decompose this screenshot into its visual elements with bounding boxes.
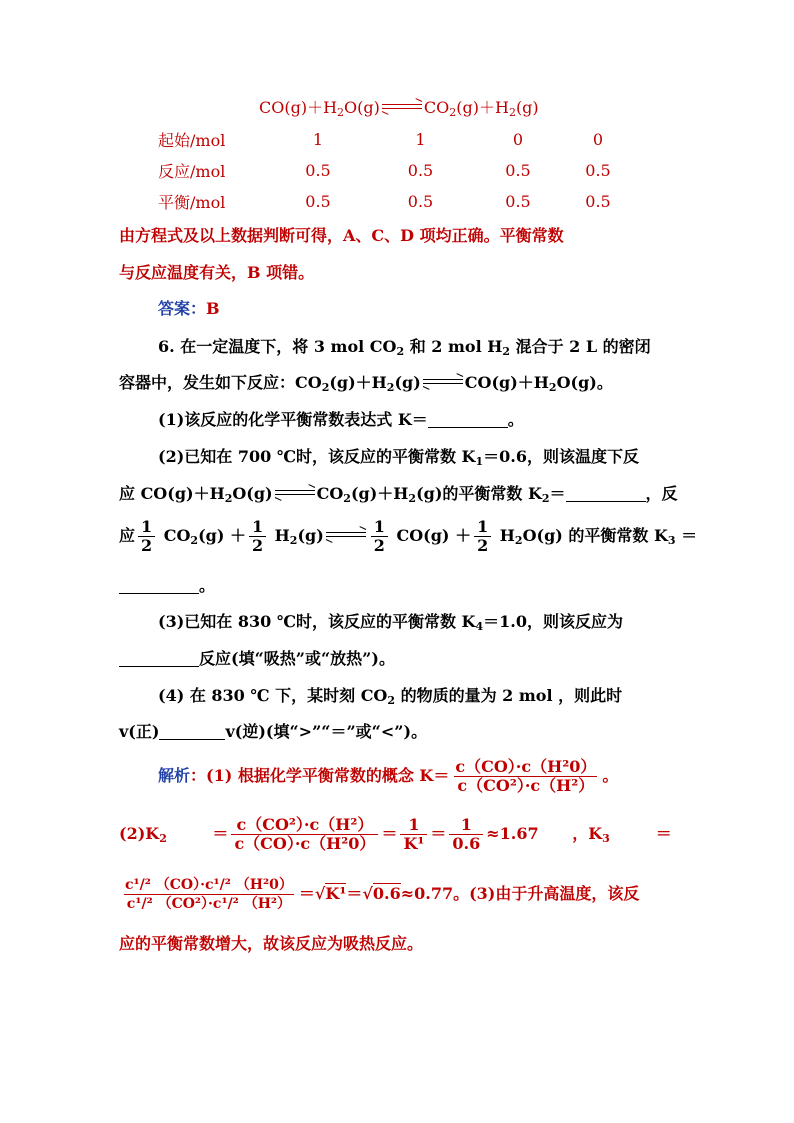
sub: 2: [224, 492, 233, 505]
table-cell: 0.5: [505, 192, 531, 211]
answer-blank[interactable]: [566, 485, 646, 502]
table-row: [158, 186, 638, 217]
q6-text: (g)＋H: [329, 373, 387, 392]
sub: 2: [190, 534, 199, 547]
analysis-prev-line2: 与反应温度有关，B 项错。: [119, 263, 315, 282]
fraction-half: [371, 518, 388, 555]
eq-sub: 2: [449, 106, 457, 119]
q6-part3-line2: [119, 649, 675, 669]
row-label: 平衡/mol: [158, 193, 226, 212]
radicand: K¹: [325, 884, 347, 903]
q6-text: v(逆)(填“>”“＝”或“<”)。: [225, 722, 428, 741]
solution-text: ，K: [572, 824, 603, 843]
equilibrium-arrow-icon: [423, 378, 463, 386]
table-cell: 0.5: [585, 161, 611, 180]
q6-text: 。: [199, 576, 216, 595]
eq-sub: 2: [337, 106, 345, 119]
q6-text: O(g) 的平衡常数 K: [522, 526, 668, 545]
fraction-half: [138, 518, 155, 555]
q6-text: H: [494, 526, 515, 545]
row-label: 反应/mol: [158, 162, 226, 181]
frac-den: c¹/² （CO²）·c¹/² （H²）: [124, 894, 294, 913]
eq-left: CO(g)＋H: [259, 98, 338, 117]
frac-num: 1: [373, 517, 385, 536]
q6-part2-line2: [119, 484, 678, 505]
equilibrium-arrow-icon: [275, 489, 315, 497]
frac-den: K¹: [400, 834, 427, 853]
answer-blank[interactable]: [119, 650, 199, 667]
sqrt-icon: ＝√: [346, 884, 373, 903]
frac-num: c¹/² （CO）·c¹/² （H²0）: [125, 877, 293, 893]
radicand: 0.6: [372, 884, 401, 903]
sub: 2: [548, 381, 557, 394]
frac-den: 2: [249, 536, 266, 555]
sub: 2: [514, 534, 523, 547]
sub: 2: [386, 381, 395, 394]
q6-text: (1)该反应的化学平衡常数表达式 K＝: [158, 410, 428, 429]
sub: 2: [408, 492, 417, 505]
analysis-prev-line1: 由方程式及以上数据判断可得，A、C、D 项均正确。平衡常数: [119, 226, 564, 245]
q6-text: (g): [394, 373, 421, 392]
solution-text: ＝: [381, 824, 398, 843]
q6-text: CO: [158, 526, 191, 545]
q6-text: (g) ＋: [198, 526, 246, 545]
sub: 2: [541, 492, 550, 505]
fraction-half: [474, 518, 491, 555]
sub: 3: [602, 832, 610, 845]
table-cell: 1: [415, 130, 426, 149]
eq-right: CO: [423, 98, 450, 117]
fraction-k2: [231, 816, 378, 853]
ice-table: [158, 124, 638, 217]
solution-text: 。: [602, 766, 619, 785]
q6-text: H: [269, 526, 290, 545]
q6-text: ＝0.6，则该温度下反: [483, 447, 639, 466]
table-cell: 0: [512, 130, 524, 149]
q6-text: 混合于 2 L 的密闭: [510, 337, 651, 356]
eq-sub: 2: [508, 106, 516, 119]
q6-text: ＝: [549, 484, 566, 503]
q6-text: v(正): [119, 722, 160, 741]
sub: 2: [396, 345, 405, 358]
answer-blank[interactable]: [159, 723, 225, 740]
table-row: [158, 155, 638, 186]
table-cell: 1: [312, 130, 324, 149]
frac-den: c（CO）·c（H²0）: [231, 834, 378, 853]
frac-num: 1: [408, 815, 420, 834]
sub: 2: [387, 694, 396, 707]
frac-den: c（CO²）·c（H²）: [454, 776, 597, 795]
table-cell: 0.5: [505, 161, 531, 180]
sub: 2: [343, 492, 351, 505]
solution-text: ＝: [212, 824, 229, 843]
q6-text: 应: [119, 526, 136, 545]
q6-part4-line2: [119, 722, 675, 742]
sub: 2: [321, 381, 330, 394]
q6-text: 在一定温度下，将 3 mol CO: [180, 337, 397, 356]
frac-num: c（CO²）·c（H²）: [236, 815, 374, 834]
sub: 1: [475, 455, 484, 468]
table-cell: 0.5: [585, 192, 611, 211]
table-row: [158, 124, 638, 155]
frac-den: 2: [138, 536, 155, 555]
sub: 3: [667, 534, 676, 547]
table-cell: 0.5: [407, 192, 434, 211]
q6-text: (4) 在 830 ℃ 下，某时刻 CO: [158, 686, 388, 705]
q6-part2-line3: [119, 516, 698, 556]
q6-text: 。: [507, 410, 524, 429]
answer-blank[interactable]: [428, 411, 508, 428]
answer-label: 答案：: [158, 299, 207, 318]
solution-text: ≈0.77。(3)由于升高温度，该反: [400, 884, 640, 903]
equation-line: [259, 98, 539, 118]
solution-line1: [158, 756, 675, 796]
q6-text: ，反: [645, 484, 678, 503]
question-number: 6.: [158, 337, 175, 356]
frac-den: 0.6: [449, 834, 483, 853]
q6-text: ＝1.0，则该反应为: [483, 612, 623, 631]
frac-den: 2: [474, 536, 491, 555]
q6-text: (g)的平衡常数 K: [416, 484, 542, 503]
fraction-k3: [122, 876, 296, 913]
eq-right-end: (g): [515, 98, 539, 117]
sqrt-icon: ＝√: [298, 884, 326, 903]
table-cell: 0: [592, 130, 604, 149]
q6-text: O(g): [232, 484, 273, 503]
q6-text: (g): [297, 526, 324, 545]
q6-text: CO(g)＋H: [464, 373, 549, 392]
q6-part2-line1: [158, 447, 675, 467]
fraction-half: [249, 518, 266, 555]
frac-num: 1: [460, 815, 472, 834]
table-cell: 0.5: [305, 192, 331, 211]
answer-blank[interactable]: [119, 577, 199, 594]
solution-label: 解析: [158, 766, 191, 785]
sub: 2: [502, 345, 511, 358]
fraction-1-over-k1: [400, 816, 427, 853]
solution-text: ＝: [430, 824, 447, 843]
q6-part4-line1: [158, 686, 675, 706]
sub: 4: [475, 620, 484, 633]
q6-text: 应 CO(g)＋H: [119, 484, 225, 503]
q6-text: CO: [316, 484, 344, 503]
frac-num: 1: [141, 517, 153, 536]
q6-text: (g)＋H: [350, 484, 409, 503]
q6-text: O(g)。: [556, 373, 613, 392]
answer-value: B: [206, 299, 220, 318]
eq-left-rest: O(g): [344, 98, 380, 117]
fraction-k-expression: [452, 758, 599, 795]
q6-text: (3)已知在 830 ℃时，该反应的平衡常数 K: [158, 612, 476, 631]
q6-line1: [158, 337, 675, 357]
q6-text: 和 2 mol H: [404, 337, 503, 356]
q6-part3-line1: [158, 612, 675, 632]
solution-line4: 应的平衡常数增大，故该反应为吸热反应。: [119, 934, 424, 953]
answer-line: [158, 299, 675, 319]
q6-text: CO(g) ＋: [390, 526, 472, 545]
solution-text: ：(1) 根据化学平衡常数的概念 K＝: [190, 766, 450, 785]
row-label: 起始/mol: [158, 131, 226, 150]
frac-num: c（CO）·c（H²0）: [455, 757, 597, 776]
q6-text: 反应(填“吸热”或“放热”)。: [199, 649, 395, 668]
solution-text: ≈1.67: [486, 824, 539, 843]
q6-text: ＝: [675, 526, 698, 545]
equilibrium-arrow-icon: [382, 103, 422, 111]
frac-num: 1: [251, 517, 264, 536]
sub: 2: [159, 832, 167, 845]
solution-line3: [119, 874, 675, 914]
q6-text: (2)已知在 700 ℃时，该反应的平衡常数 K: [158, 447, 476, 466]
q6-part2-line4: [119, 576, 675, 596]
table-cell: 0.5: [305, 161, 331, 180]
q6-part1: [158, 410, 675, 430]
equilibrium-arrow-icon: [326, 531, 366, 539]
sub: 2: [289, 534, 298, 547]
solution-text: ＝: [655, 824, 672, 843]
frac-num: 1: [477, 517, 489, 536]
q6-text: 的物质的量为 2 mol ，则此时: [395, 686, 623, 705]
frac-den: 2: [371, 536, 388, 555]
q6-text: 容器中，发生如下反应：CO: [119, 373, 322, 392]
table-cell: 0.5: [407, 161, 434, 180]
fraction-1-over-06: [449, 816, 483, 853]
eq-right-rest: (g)＋H: [456, 98, 509, 117]
solution-line2: [119, 814, 675, 854]
q6-line2: [119, 373, 675, 393]
solution-text: (2)K: [119, 824, 160, 843]
